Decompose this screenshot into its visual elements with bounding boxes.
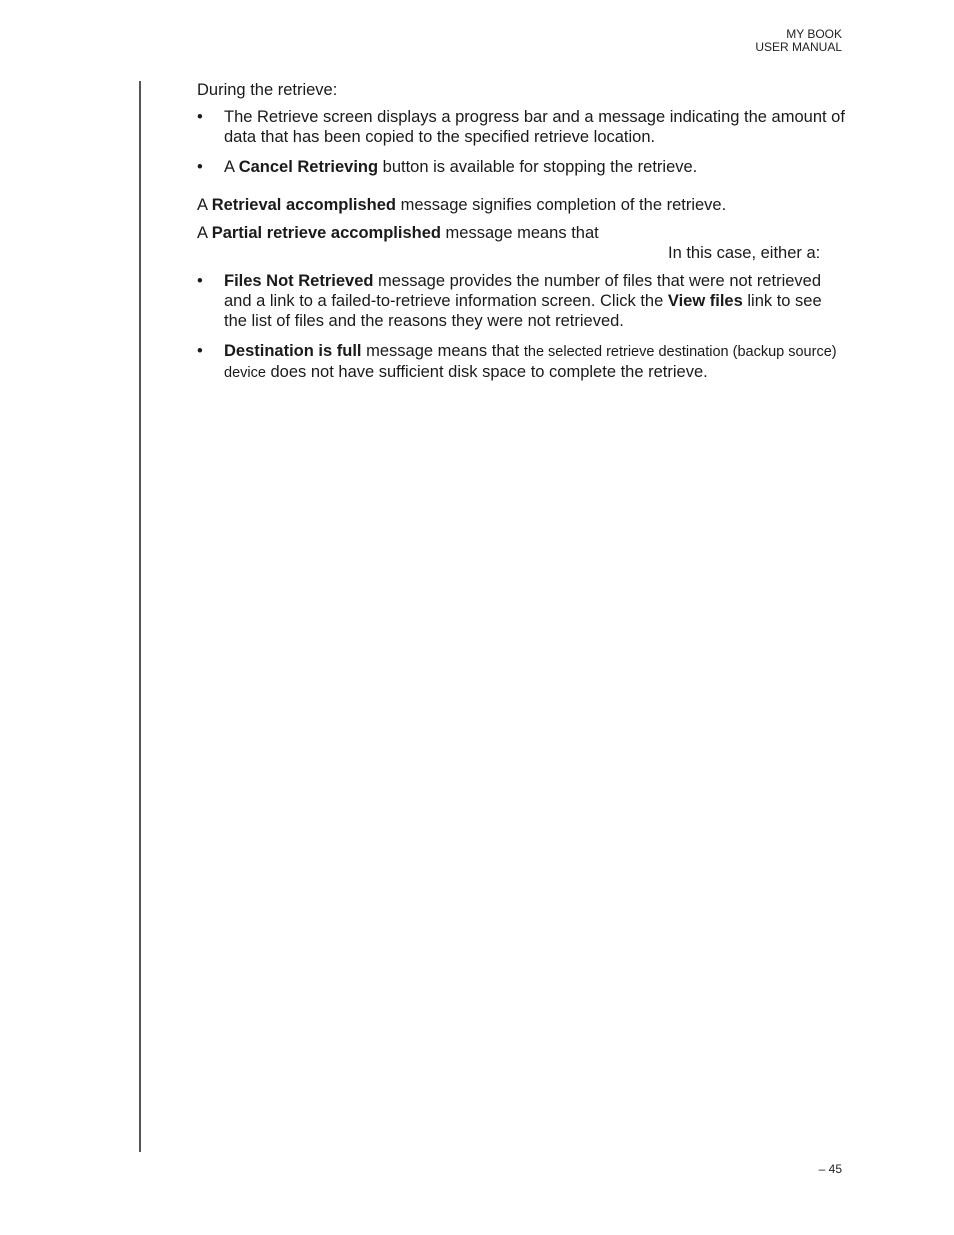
list-item xyxy=(197,107,847,147)
header-manual: USER MANUAL xyxy=(755,40,842,54)
partial-paragraph xyxy=(197,223,847,263)
partial-pre: A xyxy=(197,224,212,242)
retrieve-progress-list xyxy=(197,107,847,177)
list-item xyxy=(197,157,847,177)
bullet-icon: • xyxy=(197,108,203,126)
destination-full-term: Destination is full xyxy=(224,342,362,360)
running-header xyxy=(755,28,842,54)
page-body xyxy=(197,80,847,393)
list-item xyxy=(197,271,847,331)
list-item-post: button is available for stopping the retrieve. xyxy=(378,158,698,176)
list-item-pre: A xyxy=(224,158,239,176)
page-number: – 45 xyxy=(818,1162,842,1176)
partial-reasons-list xyxy=(197,271,847,383)
list-item-text: The Retrieve screen displays a progress bar and a message indicating the amount of data that has been copied to the specified retrieve location. xyxy=(224,108,845,146)
list-item-text: message provides the number of files that were not retrieved and a link to a failed-to-retrieve information screen. Click the xyxy=(224,272,822,310)
bullet-icon: • xyxy=(197,158,203,176)
completion-paragraph xyxy=(197,195,847,215)
bullet-icon: • xyxy=(197,272,203,290)
bullet-icon: • xyxy=(197,342,203,360)
cancel-retrieving-term: Cancel Retrieving xyxy=(238,158,379,176)
partial-retrieve-term: Partial retrieve accomplished xyxy=(211,224,441,242)
list-item-text: link to see the list of files and the reasons they were not retrieved. xyxy=(224,292,822,330)
margin-rule xyxy=(139,81,141,1152)
completion-pre: A xyxy=(197,196,212,214)
retrieval-accomplished-term: Retrieval accomplished xyxy=(211,196,397,214)
list-item xyxy=(197,341,847,383)
partial-post: message means that xyxy=(440,224,599,242)
view-files-term: View files xyxy=(667,292,743,310)
list-item-small-text: the selected retrieve destination (backup source) device xyxy=(224,344,837,381)
completion-post: message signifies completion of the retrieve. xyxy=(396,196,727,214)
list-item-text: message means that xyxy=(361,342,524,360)
header-product: MY BOOK xyxy=(786,27,842,41)
intro-text: During the retrieve: xyxy=(197,81,338,99)
files-not-retrieved-term: Files Not Retrieved xyxy=(224,272,374,290)
list-item-text: does not have sufficient disk space to complete the retrieve. xyxy=(265,363,708,381)
partial-line2: In this case, either a: xyxy=(668,244,821,262)
